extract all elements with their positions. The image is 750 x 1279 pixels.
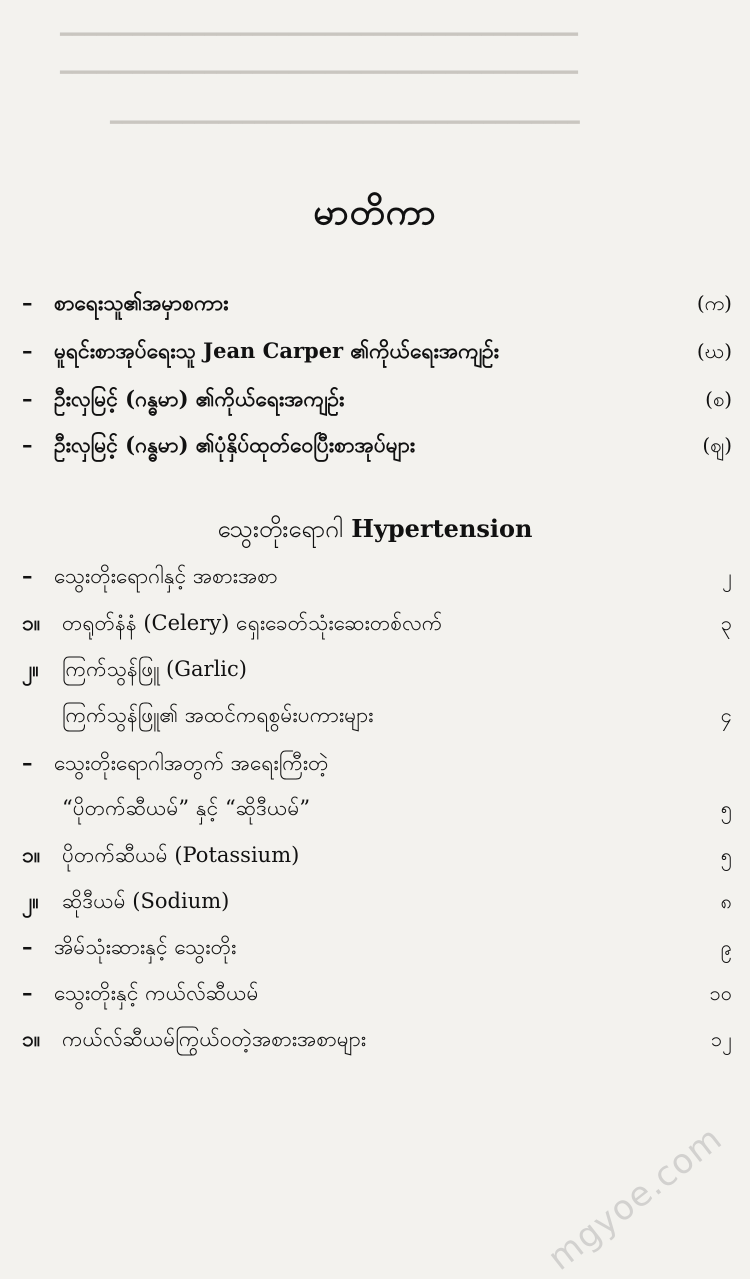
- section-title: [0, 513, 750, 549]
- toc-entry: [22, 610, 732, 644]
- entry-marker: –: [22, 563, 33, 588]
- entry-marker: ၁။: [22, 610, 41, 635]
- toc-entry: [22, 980, 732, 1014]
- toc-entry: [22, 563, 732, 597]
- section-title-en: Hypertension: [351, 514, 533, 543]
- toc-page-number: (ဃ): [696, 339, 732, 363]
- bleed-through-line: ━━━━━━━━━━━━━━━━━━━━━━━━━━━━━━━━━━━━━━━: [110, 110, 580, 134]
- toc-page-number: ၅: [720, 796, 732, 820]
- toc-front-text: မူရင်းစာအုပ်ရေးသူ Jean Carper ၏ကိုယ်ရေးအကျဉ်း: [54, 338, 499, 363]
- toc-heading: မာတိကာ: [313, 191, 437, 233]
- toc-front-row: [22, 386, 732, 420]
- entry-text: “ပိုတက်ဆီယမ်” နှင့် “ဆိုဒီယမ်”: [62, 796, 311, 820]
- toc-entry: [22, 750, 732, 784]
- entry-marker: ၂။: [22, 656, 39, 681]
- entry-text: တရုတ်နံနံ (Celery) ရှေးခေတ်သုံးဆေးတစ်လက်: [62, 611, 443, 635]
- entry-text: သွေးတိုးရောဂါနှင့် အစားအစာ: [54, 564, 278, 588]
- toc-entry: [22, 795, 732, 829]
- toc-entry: [22, 934, 732, 968]
- toc-page-number: ၄: [720, 703, 732, 727]
- toc-entry: [22, 656, 732, 690]
- entry-text: ကြက်သွန်ဖြူ၏ အထင်ကရစွမ်းပကားများ: [62, 703, 374, 727]
- entry-marker: –: [22, 750, 33, 775]
- entry-text: ပိုတက်ဆီယမ် (Potassium): [62, 843, 300, 867]
- toc-front-row: [22, 338, 732, 372]
- dash-marker: –: [22, 432, 33, 457]
- watermark: mgyoe.com: [540, 1118, 730, 1279]
- entry-marker: ၂။: [22, 888, 39, 913]
- dash-marker: –: [22, 386, 33, 411]
- entry-marker: –: [22, 980, 33, 1005]
- toc-page-number: ၁၀: [709, 981, 732, 1005]
- toc-page-number: ၂: [722, 564, 732, 588]
- toc-entry: [22, 888, 732, 922]
- entry-marker: ၁။: [22, 842, 41, 867]
- entry-text: သွေးတိုးနှင့် ကယ်လ်ဆီယမ်: [54, 981, 259, 1005]
- toc-page-number: ၅: [720, 843, 732, 867]
- toc-page-number: ၁၂: [710, 1027, 732, 1051]
- toc-entry: [22, 702, 732, 736]
- toc-page-number: ၈: [720, 889, 732, 913]
- toc-page-number: (စ): [705, 387, 732, 411]
- toc-page-number: ၃: [720, 611, 732, 635]
- toc-entry: [22, 1026, 732, 1060]
- toc-front-text: ဦးလှမြင့် (ဂန္ဓမာ) ၏ပုံနှိပ်ထုတ်ဝေပြီးစာအုပ်များ: [54, 432, 416, 457]
- toc-front-text: ဦးလှမြင့် (ဂန္ဓမာ) ၏ကိုယ်ရေးအကျဉ်း: [54, 386, 345, 411]
- entry-text: ကယ်လ်ဆီယမ်ကြွယ်ဝတဲ့အစားအစာများ: [62, 1027, 367, 1051]
- entry-text: အိမ်သုံးဆားနှင့် သွေးတိုး: [54, 935, 237, 959]
- section-title-mm: သွေးတိုးရောဂါ: [217, 515, 343, 543]
- toc-page-number: ၉: [720, 935, 732, 959]
- entry-text: ဆိုဒီယမ် (Sodium): [62, 889, 230, 913]
- entry-marker: ၁။: [22, 1026, 41, 1051]
- bleed-through-line: ━━━━━━━━━━━━━━━━━━━━━━━━━━━━━━━━━━━━━━━━━━━: [60, 22, 578, 46]
- toc-front-row: [22, 432, 732, 466]
- dash-marker: –: [22, 338, 33, 363]
- entry-text: ကြက်သွန်ဖြူ (Garlic): [62, 657, 247, 681]
- toc-page-number: (က): [696, 291, 732, 315]
- entry-marker: –: [22, 934, 33, 959]
- toc-page-number: (ဈ): [702, 433, 732, 457]
- toc-front-text: စာရေးသူ၏အမှာစကား: [54, 290, 229, 315]
- bleed-through-line: ━━━━━━━━━━━━━━━━━━━━━━━━━━━━━━━━━━━━━━━━━━━: [60, 60, 578, 84]
- toc-front-row: [22, 290, 732, 324]
- dash-marker: –: [22, 290, 33, 315]
- toc-entry: [22, 842, 732, 876]
- entry-text: သွေးတိုးရောဂါအတွက် အရေးကြီးတဲ့: [54, 751, 329, 775]
